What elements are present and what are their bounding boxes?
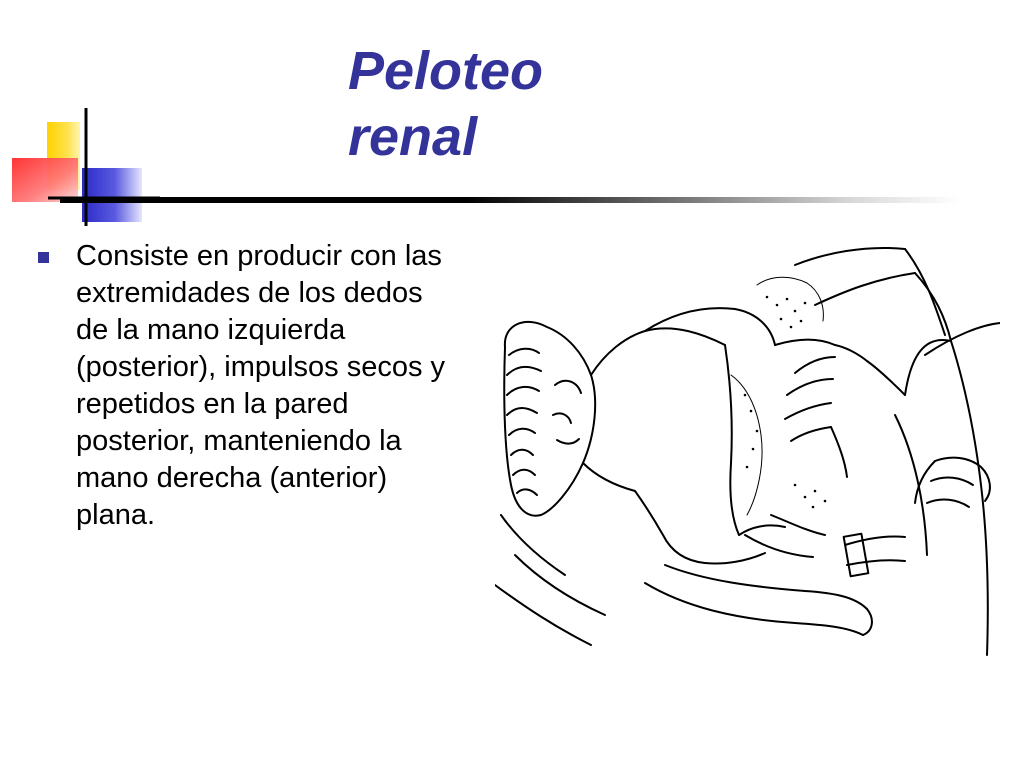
- deco-blue-square: [82, 168, 142, 222]
- title-line-2: renal: [348, 107, 478, 167]
- title-underline-rule: [60, 197, 960, 203]
- deco-red-square: [12, 158, 78, 202]
- corner-decoration-icon: [0, 100, 160, 230]
- bullet-text: Consiste en producir con las extremidades de los dedos de la mano izquierda (posterior), impulsos secos y repetidos en la pared posterior, manteniendo la mano derecha (anterior) plana.: [76, 240, 446, 531]
- slide-title: [348, 38, 768, 170]
- examiner-anterior-hand: [785, 340, 951, 477]
- bullet-list: [38, 238, 458, 534]
- title-line-1: Peloteo: [348, 41, 544, 101]
- bullet-item: [38, 238, 458, 534]
- patient-head: [504, 322, 595, 516]
- renal-ballottement-illustration: [495, 235, 1000, 665]
- abdomen-stipple: [731, 277, 826, 515]
- square-bullet-icon: [38, 252, 49, 263]
